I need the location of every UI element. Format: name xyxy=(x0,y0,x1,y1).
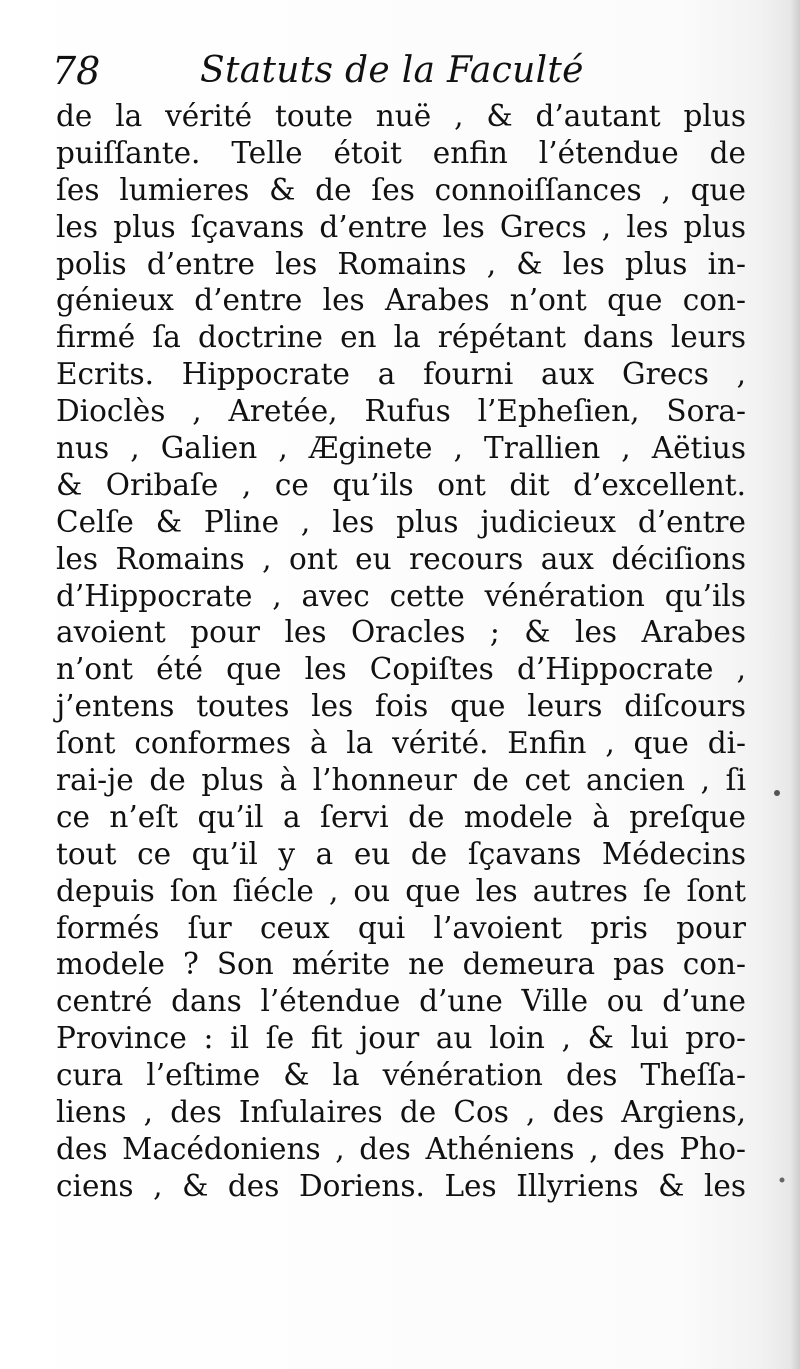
text-line: ciens , & des Doriens. Les Illyriens & les xyxy=(56,1168,746,1203)
text-line: formés ſur ceux qui l’avoient pris pour xyxy=(56,910,746,945)
text-line: rai-je de plus à l’honneur de cet ancien , ſi xyxy=(56,763,746,798)
text-line: Ecrits. Hippocrate a fourni aux Grecs , xyxy=(56,357,746,392)
text-line: les Romains , ont eu recours aux déciſions xyxy=(56,541,746,576)
text-line: nus , Galien , Æginete , Trallien , Aëtius xyxy=(56,431,746,466)
page-edge-shadow xyxy=(790,0,800,1369)
body-text xyxy=(56,98,746,1205)
text-line: polis d’entre les Romains , & les plus in- xyxy=(56,246,746,281)
text-line: les plus ſçavans d’entre les Grecs , les plus xyxy=(56,209,746,244)
text-line: tout ce qu’il y a eu de ſçavans Médecins xyxy=(56,836,746,871)
running-title: Statuts de la Faculté xyxy=(200,50,584,91)
text-line: Dioclès , Aretée, Rufus l’Epheſien, Sora- xyxy=(56,394,746,429)
text-line: avoient pour les Oracles ; & les Arabes xyxy=(56,615,746,650)
text-line: Celſe & Pline , les plus judicieux d’entre xyxy=(56,504,746,539)
text-line: firmé ſa doctrine en la répétant dans leurs xyxy=(56,320,746,355)
text-line: & Oribaſe , ce qu’ils ont dit d’excellent. xyxy=(56,467,746,502)
text-line: centré dans l’étendue d’une Ville ou d’une xyxy=(56,984,746,1019)
text-line: ce n’eſt qu’il a ſervi de modele à preſque xyxy=(56,799,746,834)
text-line: des Macédoniens , des Athéniens , des Pho- xyxy=(56,1131,746,1166)
text-line: d’Hippocrate , avec cette vénération qu’ils xyxy=(56,578,746,613)
text-line: cura l’eſtime & la vénération des Theſſa- xyxy=(56,1058,746,1093)
page-number: 78 xyxy=(52,49,101,93)
text-line: liens , des Inſulaires de Cos , des Argiens, xyxy=(56,1095,746,1130)
page-header xyxy=(52,46,752,96)
text-line: modele ? Son mérite ne demeura pas con- xyxy=(56,947,746,982)
text-line: depuis ſon ſiécle , ou que les autres ſe ſont xyxy=(56,873,746,908)
text-line: de la vérité toute nuë , & d’autant plus xyxy=(56,99,746,133)
text-line: j’entens toutes les fois que leurs diſcours xyxy=(56,689,746,724)
ink-speck xyxy=(780,1178,785,1183)
text-line: n’ont été que les Copiſtes d’Hippocrate , xyxy=(56,652,746,687)
text-line: ſont conformes à la vérité. Enfin , que di- xyxy=(56,726,746,761)
text-line: ſes lumieres & de ſes connoiſſances , que xyxy=(56,172,746,207)
text-line: génieux d’entre les Arabes n’ont que con- xyxy=(56,283,746,318)
text-line: Province : il ſe fit jour au loin , & lui pro- xyxy=(56,1021,746,1056)
text-line: puiſſante. Telle étoit enfin l’étendue de xyxy=(56,135,746,170)
ink-speck xyxy=(774,790,780,796)
